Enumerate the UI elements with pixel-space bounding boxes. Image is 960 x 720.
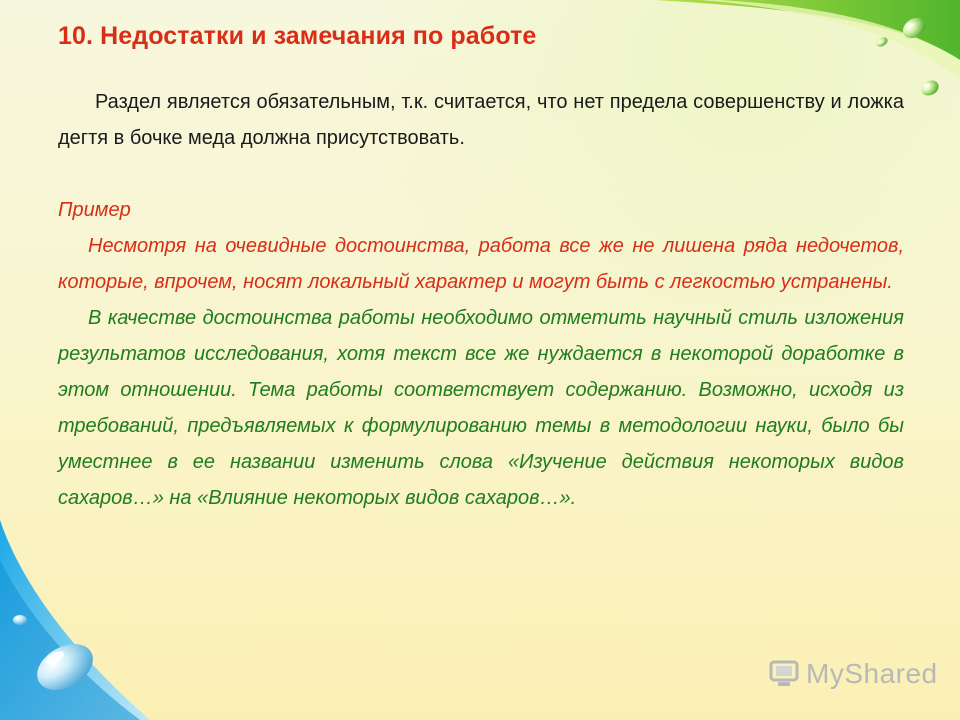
paragraph-gap — [58, 156, 904, 192]
top-right-swoosh — [655, 0, 960, 80]
example-red-paragraph: Несмотря на очевидные достоинства, работа все же не лишена ряда недочетов, которые, впрочем, носят локальный характер и могут быть с легкостью устранены. — [58, 235, 904, 293]
slide-body — [58, 84, 904, 516]
intro-paragraph: Раздел является обязательным, т.к. считается, что нет предела совершенству и ложка дегтя в бочке меда должна присутствовать. — [58, 91, 904, 149]
example-green-paragraph: В качестве достоинства работы необходимо отметить научный стиль изложения результатов исследования, хотя текст все же нуждается в некоторой доработке в этом отношении. Тема работы соответствует содержанию. Возможно, исходя из требований, предъявляемых к формулированию темы в методологии науки, было бы уместнее в ее названии изменить слова «Изучение действия некоторых видов сахаров…» на «Влияние некоторых видов сахаров…». — [58, 307, 904, 509]
slide-title: 10. Недостатки и замечания по работе — [58, 22, 537, 50]
watermark-text: MyShared — [806, 658, 938, 689]
watermark-logo — [768, 654, 938, 696]
logo-icon — [768, 656, 802, 690]
example-label: Пример — [58, 199, 131, 221]
